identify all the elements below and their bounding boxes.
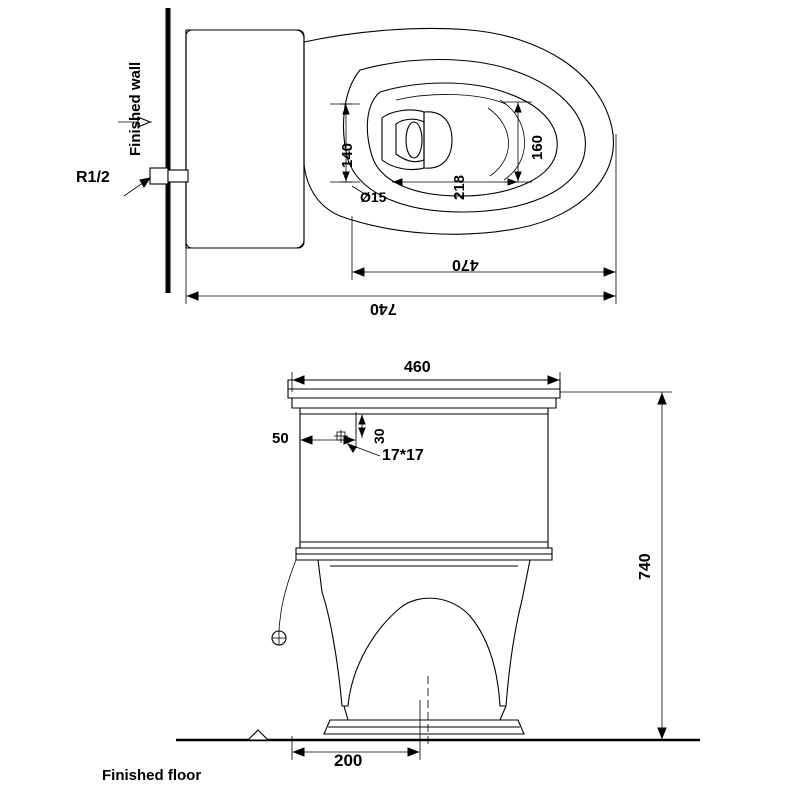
- dim-200-label: 200: [334, 751, 363, 770]
- dim-218-label: 218: [451, 174, 468, 200]
- dim-740-plan-label: 740: [370, 300, 397, 317]
- finished-floor-label: Finished floor: [102, 767, 202, 784]
- dim-460-label: 460: [404, 359, 431, 376]
- dim-17x17-label: 17*17: [382, 447, 424, 464]
- dim-470-label: 470: [452, 256, 479, 273]
- dim-160-label: 160: [529, 134, 546, 160]
- inlet-thread-label: R1/2: [76, 169, 110, 186]
- dim-50-label: 50: [272, 430, 289, 447]
- finished-wall-label: Finished wall: [127, 61, 144, 156]
- dim-30-label: 30: [371, 428, 387, 444]
- hole-diameter-label: Ø15: [360, 189, 387, 205]
- dim-740-side-label: 740: [637, 553, 654, 580]
- dim-140-label: 140: [339, 142, 356, 168]
